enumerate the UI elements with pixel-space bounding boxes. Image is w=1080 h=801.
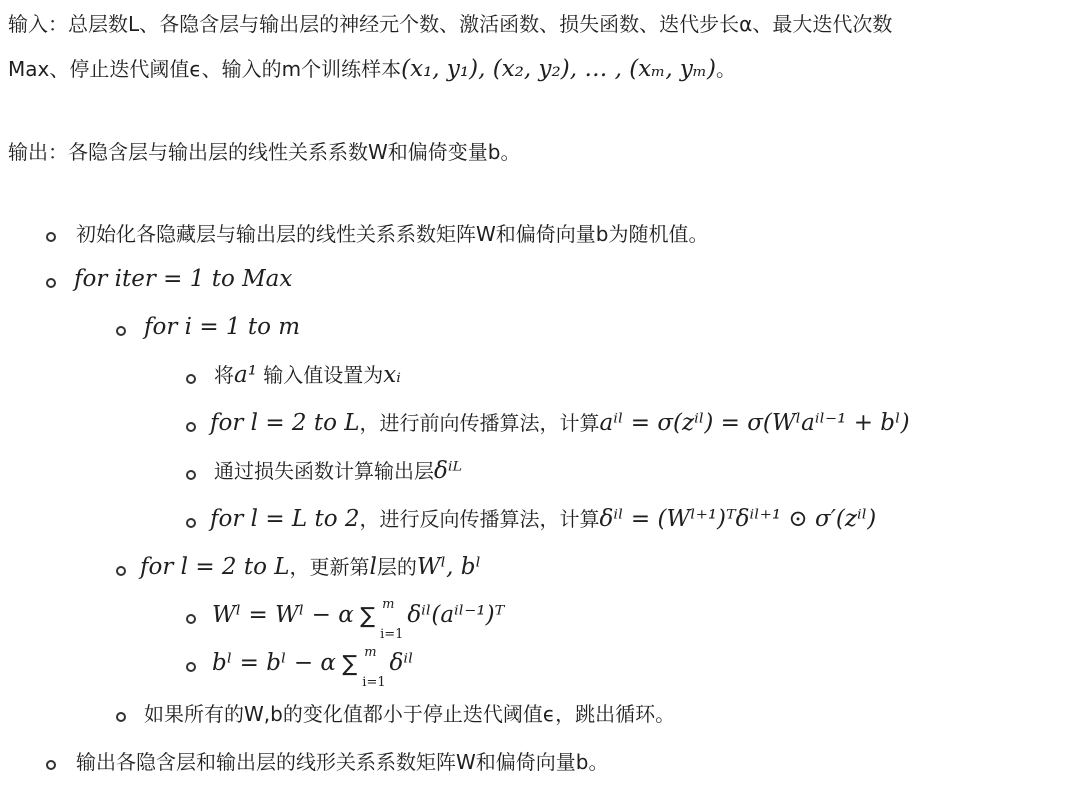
- bullet-icon: [46, 232, 56, 242]
- forward-formula: aⁱˡ = σ(zⁱˡ) = σ(Wˡaⁱˡ⁻¹ + bˡ): [599, 410, 910, 436]
- step-backward: [210, 508, 876, 531]
- backward-loop: for l = L to 2: [210, 506, 360, 532]
- bullet-icon: [186, 374, 196, 384]
- step-init-text: 初始化各隐藏层与输出层的线性关系系数矩阵W和偏倚向量b为随机值。: [76, 222, 709, 246]
- input-description: 总层数L、各隐含层与输出层的神经元个数、激活函数、损失函数、迭代步长α、最大迭代次数: [68, 12, 893, 36]
- forward-text: ，进行前向传播算法，计算: [359, 411, 600, 435]
- bullet-icon: [116, 326, 126, 336]
- set-input-mid: 输入值设置为: [256, 363, 384, 387]
- output-label: 输出：: [8, 140, 68, 164]
- bullet-icon: [46, 760, 56, 770]
- update-b-formula: [212, 644, 414, 690]
- update-params: Wˡ, bˡ: [416, 554, 482, 580]
- sum-operator: ∑ m i=1: [360, 596, 404, 642]
- step-set-input: [214, 364, 401, 387]
- final-text: 输出各隐含层和输出层的线形关系系数矩阵W和偏倚向量b。: [76, 750, 609, 774]
- training-samples-formula: (x₁, y₁), (x₂, y₂), … , (xₘ, yₘ): [401, 56, 717, 82]
- loop-sample: for i = 1 to m: [144, 314, 301, 340]
- backward-text: ，进行反向传播算法，计算: [359, 507, 600, 531]
- forward-loop: for l = 2 to L: [210, 410, 360, 436]
- step-loss: [214, 460, 462, 483]
- stop-text: 如果所有的W,b的变化值都小于停止迭代阈值ϵ，跳出循环。: [144, 702, 676, 726]
- bullet-icon: [46, 278, 56, 288]
- set-input-x: xᵢ: [383, 362, 401, 388]
- input-label: 输入：: [8, 12, 68, 36]
- update-b-rhs: δⁱˡ: [389, 650, 414, 676]
- bullet-icon: [186, 614, 196, 624]
- set-input-a: a¹: [234, 362, 257, 388]
- backward-formula: δⁱˡ = (Wˡ⁺¹)ᵀδⁱˡ⁺¹ ⊙ σ′(zⁱˡ): [599, 506, 877, 532]
- bullet-icon: [116, 566, 126, 576]
- update-W-formula: [212, 596, 505, 642]
- update-text-pre: ，更新第: [289, 555, 370, 579]
- loss-delta: δⁱᴸ: [434, 458, 463, 484]
- output-description: 各隐含层与输出层的线性关系系数W和偏倚变量b。: [68, 140, 521, 164]
- update-b-lhs: bˡ = bˡ − α: [212, 650, 336, 676]
- loss-text: 通过损失函数计算输出层: [214, 459, 434, 483]
- update-text-post: 层的: [376, 555, 417, 579]
- bullet-icon: [186, 662, 196, 672]
- input-line-2: [8, 58, 736, 81]
- bullet-icon: [186, 422, 196, 432]
- bullet-icon: [116, 712, 126, 722]
- input-line-1: [8, 14, 892, 34]
- step-init: [76, 224, 708, 244]
- input-description-cont: Max、停止迭代阈值ϵ、输入的m个训练样本: [8, 57, 402, 81]
- loop-iter: for iter = 1 to Max: [74, 266, 293, 292]
- bullet-icon: [186, 518, 196, 528]
- update-loop: for l = 2 to L: [140, 554, 290, 580]
- step-update-loop: [140, 556, 481, 579]
- set-input-pre: 将: [214, 363, 234, 387]
- bullet-icon: [186, 470, 196, 480]
- update-W-lhs: Wˡ = Wˡ − α: [212, 602, 354, 628]
- sum-operator: ∑ m i=1: [342, 644, 386, 690]
- step-final: [76, 752, 608, 772]
- update-l: l: [369, 554, 377, 580]
- step-forward: [210, 412, 910, 435]
- step-stop: [144, 704, 675, 724]
- output-line: [8, 142, 520, 162]
- input-end-mark: 。: [716, 57, 737, 81]
- update-W-rhs: δⁱˡ(aⁱˡ⁻¹)ᵀ: [407, 602, 505, 628]
